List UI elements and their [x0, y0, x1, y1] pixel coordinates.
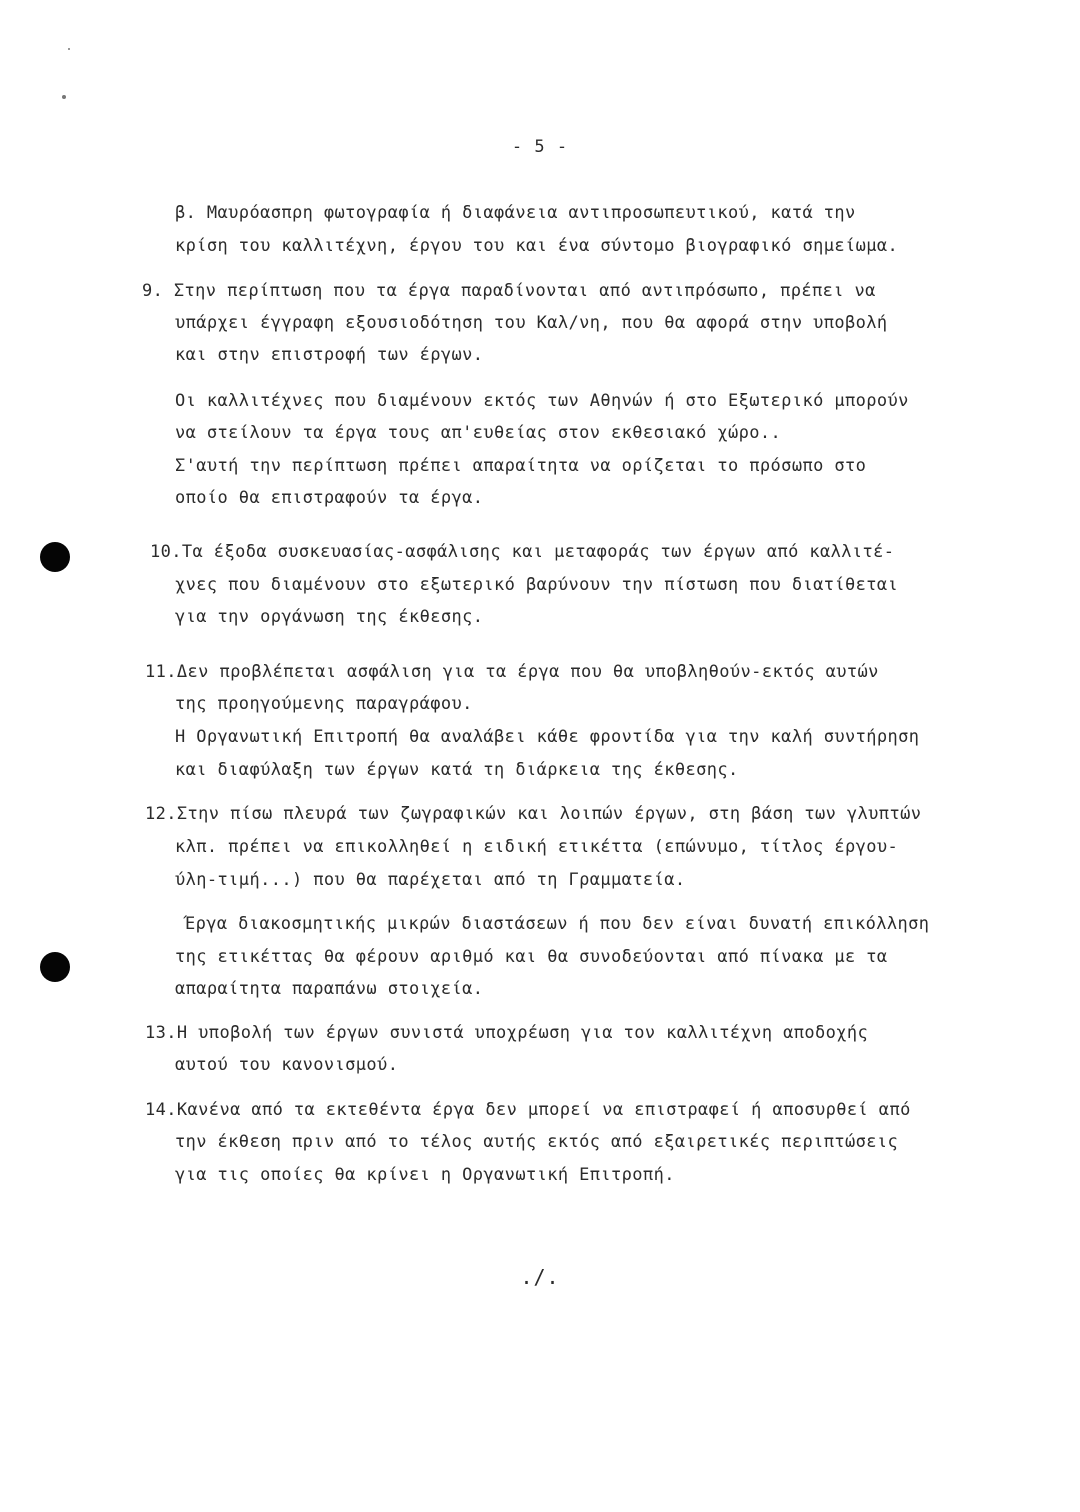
text-line: ύλη-τιμή...) που θα παρέχεται από τη Γραμματεία. — [175, 870, 686, 890]
text-line: κρίση του καλλιτέχνη, έργου του και ένα σύντομο βιογραφικό σημείωμα. — [175, 236, 899, 256]
scan-speck — [62, 95, 66, 99]
page-number: - 5 - — [511, 137, 569, 157]
text-line: 14.Κανένα από τα εκτεθέντα έργα δεν μπορεί να επιστραφεί ή αποσυρθεί από — [145, 1100, 911, 1120]
text-line: και διαφύλαξη των έργων κατά τη διάρκεια της έκθεσης. — [175, 760, 739, 780]
text-line: απαραίτητα παραπάνω στοιχεία. — [175, 979, 484, 999]
text-line: 12.Στην πίσω πλευρά των ζωγραφικών και λοιπών έργων, στη βάση των γλυπτών — [145, 804, 922, 824]
text-line: υπάρχει έγγραφη εξουσιοδότηση του Καλ/νη, που θα αφορά στην υποβολή — [175, 313, 888, 333]
text-line: της προηγούμενης παραγράφου. — [175, 694, 473, 714]
text-line: της ετικέττας θα φέρουν αριθμό και θα συνοδεύονται από πίνακα με τα — [175, 947, 888, 967]
text-line: 11.Δεν προβλέπεται ασφάλιση για τα έργα που θα υποβληθούν-εκτός αυτών — [145, 662, 879, 682]
text-line: Έργα διακοσμητικής μικρών διαστάσεων ή που δεν είναι δυνατή επικόλληση — [185, 914, 930, 934]
text-line: κλπ. πρέπει να επικολληθεί η ειδική ετικέττα (επώνυμο, τίτλος έργου- — [175, 837, 899, 857]
punch-hole-bottom — [40, 952, 70, 982]
continuation-mark: ./. — [520, 1265, 560, 1289]
text-line: αυτού του κανονισμού. — [175, 1055, 399, 1075]
text-line: Οι καλλιτέχνες που διαμένουν εκτός των Αθηνών ή στο Εξωτερικό μπορούν — [175, 391, 909, 411]
text-line: Σ'αυτή την περίπτωση πρέπει απαραίτητα να ορίζεται το πρόσωπο στο — [175, 456, 867, 476]
text-line: β. Μαυρόασπρη φωτογραφία ή διαφάνεια αντιπροσωπευτικού, κατά την — [175, 203, 856, 223]
text-line: οποίο θα επιστραφούν τα έργα. — [175, 488, 484, 508]
text-line: για τις οποίες θα κρίνει η Οργανωτική Επιτροπή. — [175, 1165, 675, 1185]
text-line: την έκθεση πριν από το τέλος αυτής εκτός από εξαιρετικές περιπτώσεις — [175, 1132, 899, 1152]
text-line: και στην επιστροφή των έργων. — [175, 345, 484, 365]
text-line: 10.Τα έξοδα συσκευασίας-ασφάλισης και μεταφοράς των έργων από καλλιτέ- — [150, 542, 895, 562]
text-line: να στείλουν τα έργα τους απ'ευθείας στον εκθεσιακό χώρο.. — [175, 423, 782, 443]
punch-hole-top — [40, 542, 70, 572]
text-line: Η Οργανωτική Επιτροπή θα αναλάβει κάθε φροντίδα για την καλή συντήρηση — [175, 727, 920, 747]
text-line: 9. Στην περίπτωση που τα έργα παραδίνονται από αντιπρόσωπο, πρέπει να — [142, 281, 876, 301]
text-line: χνες που διαμένουν στο εξωτερικό βαρύνουν την πίστωση που διατίθεται — [175, 575, 899, 595]
text-line: 13.Η υποβολή των έργων συνιστά υποχρέωση για τον καλλιτέχνη αποδοχής — [145, 1023, 869, 1043]
scan-speck — [68, 48, 70, 50]
text-line: για την οργάνωση της έκθεσης. — [175, 607, 484, 627]
